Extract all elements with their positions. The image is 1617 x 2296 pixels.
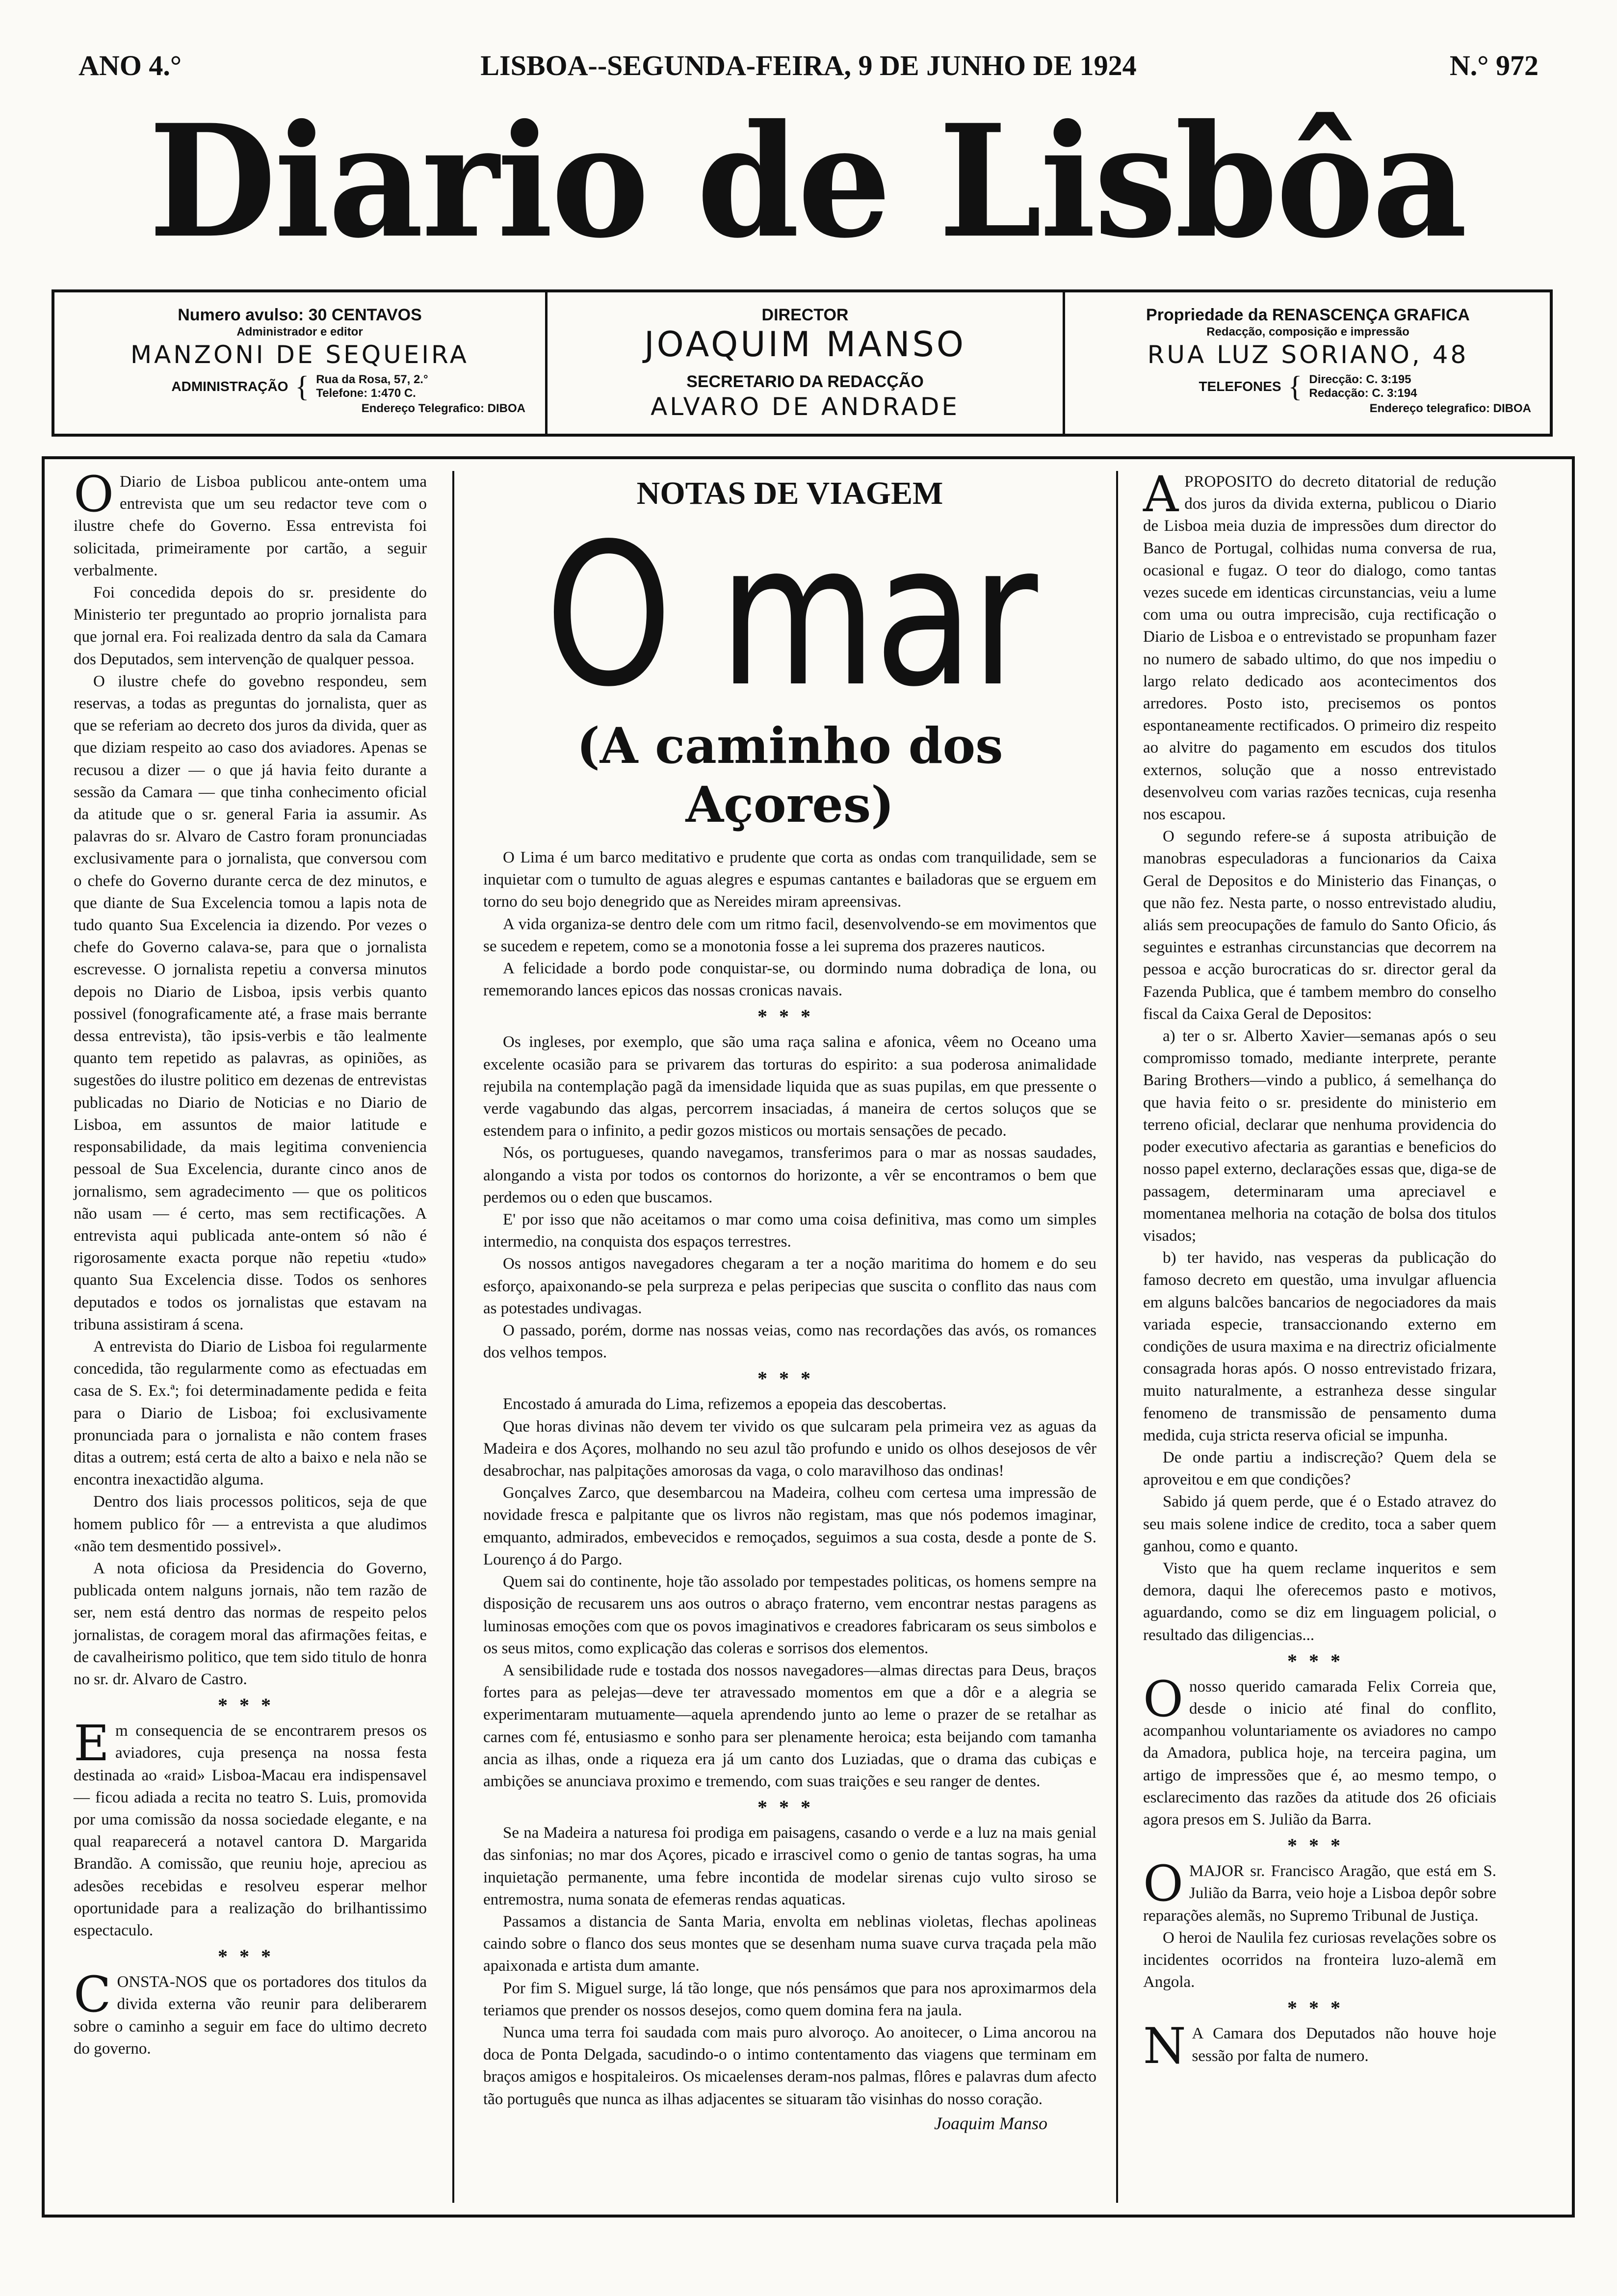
admin-telegraph: Endereço Telegrafico: DIBOA [361,402,525,415]
paragraph-text: Diario de Lisboa publicou ante-ontem uma entrevista que um seu redactor teve com o ilustre chefe do Governo. Essa entrevista foi solicitada, primeiramente por cartão, a seguir verbalmente. [74,473,427,579]
phone-direction: Direcção: C. 3:195 [1309,373,1411,386]
separator-stars: *** [1287,1997,1352,2019]
director-name: JOAQUIM MANSO [644,324,966,365]
paragraph: O heroi de Naulila fez curiosas revelações sobre os incidentes ocorridos na fronteira luzo-alemã em Angola. [1143,1929,1496,1991]
price: Numero avulso: 30 CENTAVOS [178,306,422,324]
dateline: LISBOA--SEGUNDA-FEIRA, 9 DE JUNHO DE 1924 [480,50,1137,81]
admin-label: ADMINISTRAÇÃO [171,379,288,394]
drop-cap: O [1143,1855,1183,1913]
paragraph: A felicidade a bordo pode conquistar-se, ou dormindo numa dobradiça de lona, ou rememorando lances epicos das nossas cronicas navais. [483,960,1096,1000]
owner-address: RUA LUZ SORIANO, 48 [1147,340,1469,369]
info-center [545,292,1065,434]
right-column [1143,466,1496,2075]
paragraph-text: PROPOSITO do decreto ditatorial de redução dos juros da divida externa, publicou o Diario de Lisboa meia duzia de impressões dum director do Banco de Portugal, colhidas numa conversa de rua, ocasional e fugaz. O teor do dialogo, como tantas vezes sucede em identicas circunstancias, veiu a lume com uma ou outra imprecisão, cuja rectificação o Diario de Lisboa e o entrevistado se propunham fazer no numero de sabado ultimo, do que nos impediu o largo relato dedicado aos acontecimentos dos arredores. Posto isto, precisemos os pontos espontaneamente rectificados. O primeiro diz respeito ao alvitre do pagamento em escudos dos titulos externos, solução que a nosso entrevistado desenvolveu com varias razões tecnicas, cuja resenha nos escapou. [1143,473,1496,824]
paragraph: A entrevista do Diario de Lisboa foi regularmente concedida, tão regularmente como as efectuadas em casa de S. Ex.ª; foi determinadamente pedida e feita para o Diario de Lisboa; foi exclusivamente pronunciada para o jornalista e não contem frases ditas a outrem; está certa de alto a baixo e nela não se encontra inexactidão alguma. [74,1337,427,1489]
drop-cap: N [1143,2017,1186,2075]
paragraph: Encostado á amurada do Lima, refizemos a epopeia das descobertas. [503,1395,947,1413]
admin-contact [316,373,428,400]
secretary-name: ALVARO DE ANDRADE [651,392,960,421]
director-label: DIRECTOR [761,306,849,324]
secretary-label: SECRETARIO DA REDACÇÃO [686,372,924,391]
column-rule [1116,471,1118,2203]
paragraph [1143,2017,1496,2075]
paragraph: A nota oficiosa da Presidencia do Governo, publicada ontem nalguns jornais, não tem razão de ser, nem está dentro das normas de respeito pelos jornalistas, de coragem moral das afirmações feitas, e de cavalheirismo politico, que tem sido titulo de honra no sr. dr. Alvaro de Castro. [74,1559,427,1688]
drop-cap: C [74,1966,111,2024]
paragraph: O segundo refere-se á suposta atribuição de manobras especuladoras a funcionarios da Caixa Geral de Depositos e do Ministerio das Finanças, o que não fez. Nesta parte, o nosso entrevistado aludiu, aliás sem preocupações de famulo do Santo Oficio, ás seguintes e estranhas circunstancias que decorrem na pessoa e acção burocraticas do sr. director geral da Fazenda Publica, que é tambem membro do conselho fiscal da Caixa Geral de Depositos: [1143,828,1496,1023]
brace-icon: { [1288,370,1303,403]
main-article [483,471,1096,2135]
paragraph-text: m consequencia de se encontrarem presos os aviadores, cuja presença na nossa festa destinada ao «raid» Lisboa-Macau era indispensavel — ficou adiada a recita no teatro S. Luis, promovida por uma comissão da nossa sociedade elegante, e na qual reaparecerá a notavel cantora D. Margarida Brandão. A comissão, que reuniu hoje, apreciou as adesões recebidas e resolveu esperar melhor oportunidade para a realização do brilhantissimo espectaculo. [74,1722,427,1939]
drop-cap: A [1143,466,1179,523]
drop-cap: O [74,466,114,523]
paragraph: Foi concedida depois do sr. presidente do Ministerio ter preguntado ao proprio jornalista para que jornal era. Foi realizada dentro da sala da Camara dos Deputados, sem intervenção de qualquer pessoa. [74,584,427,668]
paragraph [1143,466,1496,826]
separator-stars: *** [218,1945,283,1968]
paragraph: De onde partiu a indiscreção? Quem dela se aproveitou e em que condições? [1143,1448,1496,1489]
separator-stars: *** [1287,1649,1352,1672]
paragraph: Dentro dos liais processos politicos, seja de que homem publico fôr — a entrevista a que aludimos «não tem desmentido possivel». [74,1493,427,1555]
admin-phone: Telefone: 1:470 C. [316,387,416,400]
paragraph [74,1715,427,1942]
paragraph-text: A Camara dos Deputados não houve hoje sessão por falta de numero. [1192,2025,1496,2065]
phone-newsroom: Redacção: C. 3:194 [1309,387,1417,400]
separator-stars: *** [757,1005,822,1028]
paragraph: A sensibilidade rude e tostada dos nossos navegadores—almas directas para Deus, braços fortes para as pelejas—deve ter atravessado momentos em que a dôr e a alegria se experimentaram mutuamente—aquela aprendendo junto ao leme o prazer de se retalhar as carnes com fé, entusiasmo e sonho para ser plenamente heroica; esta beijando com tamanha ancia as ilhas, onde a riqueza era já um canto dos Luziadas, que o drama das cubiças e ambições se anunciava proximo e tremendo, com suas traições e seu ranger de dentes. [483,1661,1096,1790]
paragraph: O ilustre chefe do govebno respondeu, sem reservas, a todas as preguntas do jornalista, quer as que se referiam ao decreto dos juros da divida, quer as que diziam respeito ao caso dos aviadores. Apenas se recusou a dizer — o que já havia feito durante a sessão da Camara — que tinha conhecimento oficial da atitude que o sr. general Faria ia assumir. As palavras do sr. Alvaro de Castro foram pronunciadas exclusivamente para o jornalista, que conversou com o chefe do Governo durante cerca de dez minutos, e que diante de Sua Excelencia tomou a lapis nota de tudo quanto Sua Excelencia ia dizendo. Por vezes o chefe do Governo calava-se, para que o jornalista escrevesse. O jornalista repetiu a conversa minutos depois no Diario de Lisboa, ipsis verbis quanto possivel (fonograficamente até, a frase mais berrante dessa entrevista), tão ipsis-verbis e tão lealmente quanto tem repetido as palavras, as opiniões, as sugestões do ilustre politico em dezenas de entrevistas publicadas no Diario de Noticias e no Diario de Lisboa, em assuntos de maior latitude e responsabilidade, da mais legitima conveniencia pessoal de Sua Excelencia, durante cinco anos de jornalismo, sem agradecimento — que os politicos não usam — é certo, mas sem rectificações. A entrevista aqui publicada ante-ontem só não é rigorosamente exacta porque não repetiu «tudo» quanto Sua Excelencia disse. Todos os senhores deputados e todos os jornalistas que estavam na tribuna assistiram á scena. [74,672,427,1333]
separator-stars: *** [218,1694,283,1717]
paragraph: Sabido já quem perde, que é o Estado atravez do seu mais solene indice de credito, toca a saber quem ganhou, como e quanto. [1143,1493,1496,1555]
info-right [1065,292,1551,434]
paragraph: Por fim S. Miguel surge, lá tão longe, que nós pensámos que para nos aproximarmos dela teriamos que prender os nossos desejos, como quem domina fera na jaula. [483,1979,1096,2019]
info-box [52,289,1553,437]
paragraph: Quem sai do continente, hoje tão assolado por tempestades politicas, os homens sempre na disposição de recusarem uns aos outros o abraço fraterno, vem encontrar nestas paragens as luminosas emoções com que os povos imaginativos e creadores fabricaram os seus simbolos e os seus mitos, como explicação das coleras e sorrisos dos elementos. [483,1573,1096,1657]
left-column [74,466,427,2060]
paragraph: Se na Madeira a naturesa foi prodiga em paisagens, casando o verde e a luz na mais genial das sinfonias; no mar dos Açores, picado e irrascivel como o genio de tantas sogras, ha uma inquietação permanente, uma febre incontida de modelar sirenas cujo vulto siroso se entremostra, numa sonata de efemeras rendas aquaticas. [483,1824,1096,1908]
info-left [54,292,545,434]
drop-cap: O [1143,1670,1183,1728]
owner: Propriedade da RENASCENÇA GRAFICA [1146,306,1470,324]
phones-list [1309,373,1417,400]
owner-telegraph: Endereço telegrafico: DIBOA [1369,402,1531,415]
paragraph-text: MAJOR sr. Francisco Aragão, que está em S. Julião da Barra, veio hoje a Lisboa depôr sobre reparações alemãs, no Supremo Tribunal de Justiça. [1143,1862,1496,1925]
author-signature: Joaquim Manso [934,2113,1047,2133]
admin-address-row [54,372,545,401]
subheadline: (A caminho dos Açores) [576,717,1003,834]
paragraph: E' por isso que não aceitamos o mar como uma coisa definitiva, mas como um simples intermedio, na conquista dos espaços terrestres. [483,1211,1096,1251]
paragraph-text: nosso querido camarada Felix Correia que, desde o inicio até final do conflito, acompanhou voluntariamente os aviadores no campo da Amadora, publica hoje, na terceira pagina, um artigo de impressões que é, ao mesmo tempo, o esclarecimento das razões da atitude dos 26 oficiais agora presos em S. Julião da Barra. [1143,1677,1496,1828]
paragraph: Nós, os portugueses, quando navegamos, transferimos para o mar as nossas saudades, alongando a vista por todos os contornos do horizonte, a vêr se encontramos o bem que perdemos ou o eden que buscamos. [483,1144,1096,1206]
paragraph: b) ter havido, nas vesperas da publicação do famoso decreto em questão, uma invulgar afluencia em alguns balcões bancarios de negociadores da mais variada especie, transaccionando externo em condições de usura maxima e na directriz oficialmente consagrada horas após. O nosso entrevistado frizara, muito naturalmente, a estranheza desse singular fenomeno de transmissão de pensamento duma medida, cuja stricta reserva oficial se impunha. [1143,1249,1496,1444]
headline: O mar [545,502,1035,730]
paragraph: Nunca uma terra foi saudada com mais puro alvoroço. Ao anoitecer, o Lima ancorou na doca de Ponta Delgada, sacudindo-o o intimo contentamento das viagens que terminam em braços amigos e hospitaleiros. Os micaelenses deram-nos palmas, flôres e palavras dum afecto tão português que nunca as ilhas adjacentes se situaram tão visinhas do nosso coração. [483,2023,1096,2108]
paragraph: O passado, porém, dorme nas nossas veias, como nas recordações das avós, os romances dos velhos tempos. [483,1322,1096,1362]
phones-row [1065,372,1551,401]
drop-cap: E [74,1715,109,1773]
issue-number: N.° 972 [1449,50,1539,81]
year-label: ANO 4.° [78,50,182,81]
paragraph: Os ingleses, por exemplo, que são uma raça salina e afonica, vêem no Oceano uma excelente ocasião para se privarem das torturas do espirito: a sua poderosa animalidade rejubila na contemplação pagã da imensidade liquida que as suas pupilas, em que pressente o verde vagabundo das algas, percorrem insaciadas, á maneira de certos soluços que se estendem para o infinito, a pedir gozos misticos ou mortais sensações de pecado. [483,1033,1096,1140]
paragraph: Passamos a distancia de Santa Maria, envolta em neblinas violetas, flechas apolineas caindo sobre o flanco dos seus montes que se desenham numa suave curva traçada pela mão apaixonada e artista dum amante. [483,1912,1096,1975]
paragraph: a) ter o sr. Alberto Xavier—semanas após o seu compromisso tomado, mediante interprete, perante Baring Brothers—vindo a publico, á semelhança do que havia feito o sr. presidente do ministerio em terreno oficial, declarar que nenhuma providencia do poder executivo afectaria as garantias e beneficios do nosso papel externo, declarações essas que, diga-se de passagem, determinaram uma apreciavel e momentanea melhoria na cotação de bolsa dos titulos visados; [1143,1027,1496,1245]
paragraph-text: ONSTA-NOS que os portadores dos titulos da divida externa vão reunir para deliberarem sobre o caminho a seguir em face do ultimo decreto do governo. [74,1973,427,2058]
admin-name: MANZONI DE SEQUEIRA [130,340,469,369]
brace-icon: { [295,370,310,403]
owner-role: Redacção, composição e impressão [1206,325,1409,339]
section-title: NOTAS DE VIAGEM [636,475,943,511]
paragraph: Que horas divinas não devem ter vivido os que sulcaram pela primeira vez as aguas da Madeira e dos Açores, molhando no seu azul tão profundo e unido os olhos desejosos de vêr desabrochar, nas palpitações amorosas da vaga, o colo maravilhoso das ondinas! [483,1417,1096,1480]
admin-role: Administrador e editor [236,325,363,339]
separator-stars: *** [757,1367,822,1390]
separator-stars: *** [757,1796,822,1819]
paragraph [74,1966,427,2060]
paragraph: Gonçalves Zarco, que desembarcou na Madeira, colheu com certesa uma impressão de novidade fresca e palpitante que os livros não registam, mas que nós podemos imaginar, emquanto, admirados, embevecidos e remoçados, seguimos a sua costa, desde a ponte de S. Lourenço á do Pargo. [483,1484,1096,1568]
separator-stars: *** [1287,1834,1352,1857]
paragraph: A vida organiza-se dentro dele com um ritmo facil, desenvolvendo-se em movimentos que se sucedem e repetem, como se a monotonia fosse a lei suprema dos prazeres nauticos. [483,915,1096,955]
admin-address: Rua da Rosa, 57, 2.° [316,373,428,386]
paragraph: Visto que ha quem reclame inqueritos e sem demora, daqui lhe oferecemos pasto e motivos, aguardando, como se diz em linguagem policial, o resultado das diligencias... [1143,1559,1496,1644]
paragraph: O Lima é um barco meditativo e prudente que corta as ondas com tranquilidade, sem se inquietar com o tumulto de aguas alegres e espumas cantantes e bailadoras que se erguem em torno do seu bojo denegrido que as Nereides miram apreensivas. [483,849,1096,911]
paragraph [74,466,427,582]
paragraph [1143,1855,1496,1927]
masthead: Diario de Lisbôa [148,90,1466,272]
phones-label: TELEFONES [1199,379,1281,394]
paragraph: Os nossos antigos navegadores chegaram a ter a noção maritima do homem e do seu esforço, apaixonando-se pela surpreza e pelas peripecias que suscita o conflito das naus com as potestades undivagas. [483,1255,1096,1317]
paragraph [1143,1670,1496,1831]
column-rule [452,471,454,2203]
